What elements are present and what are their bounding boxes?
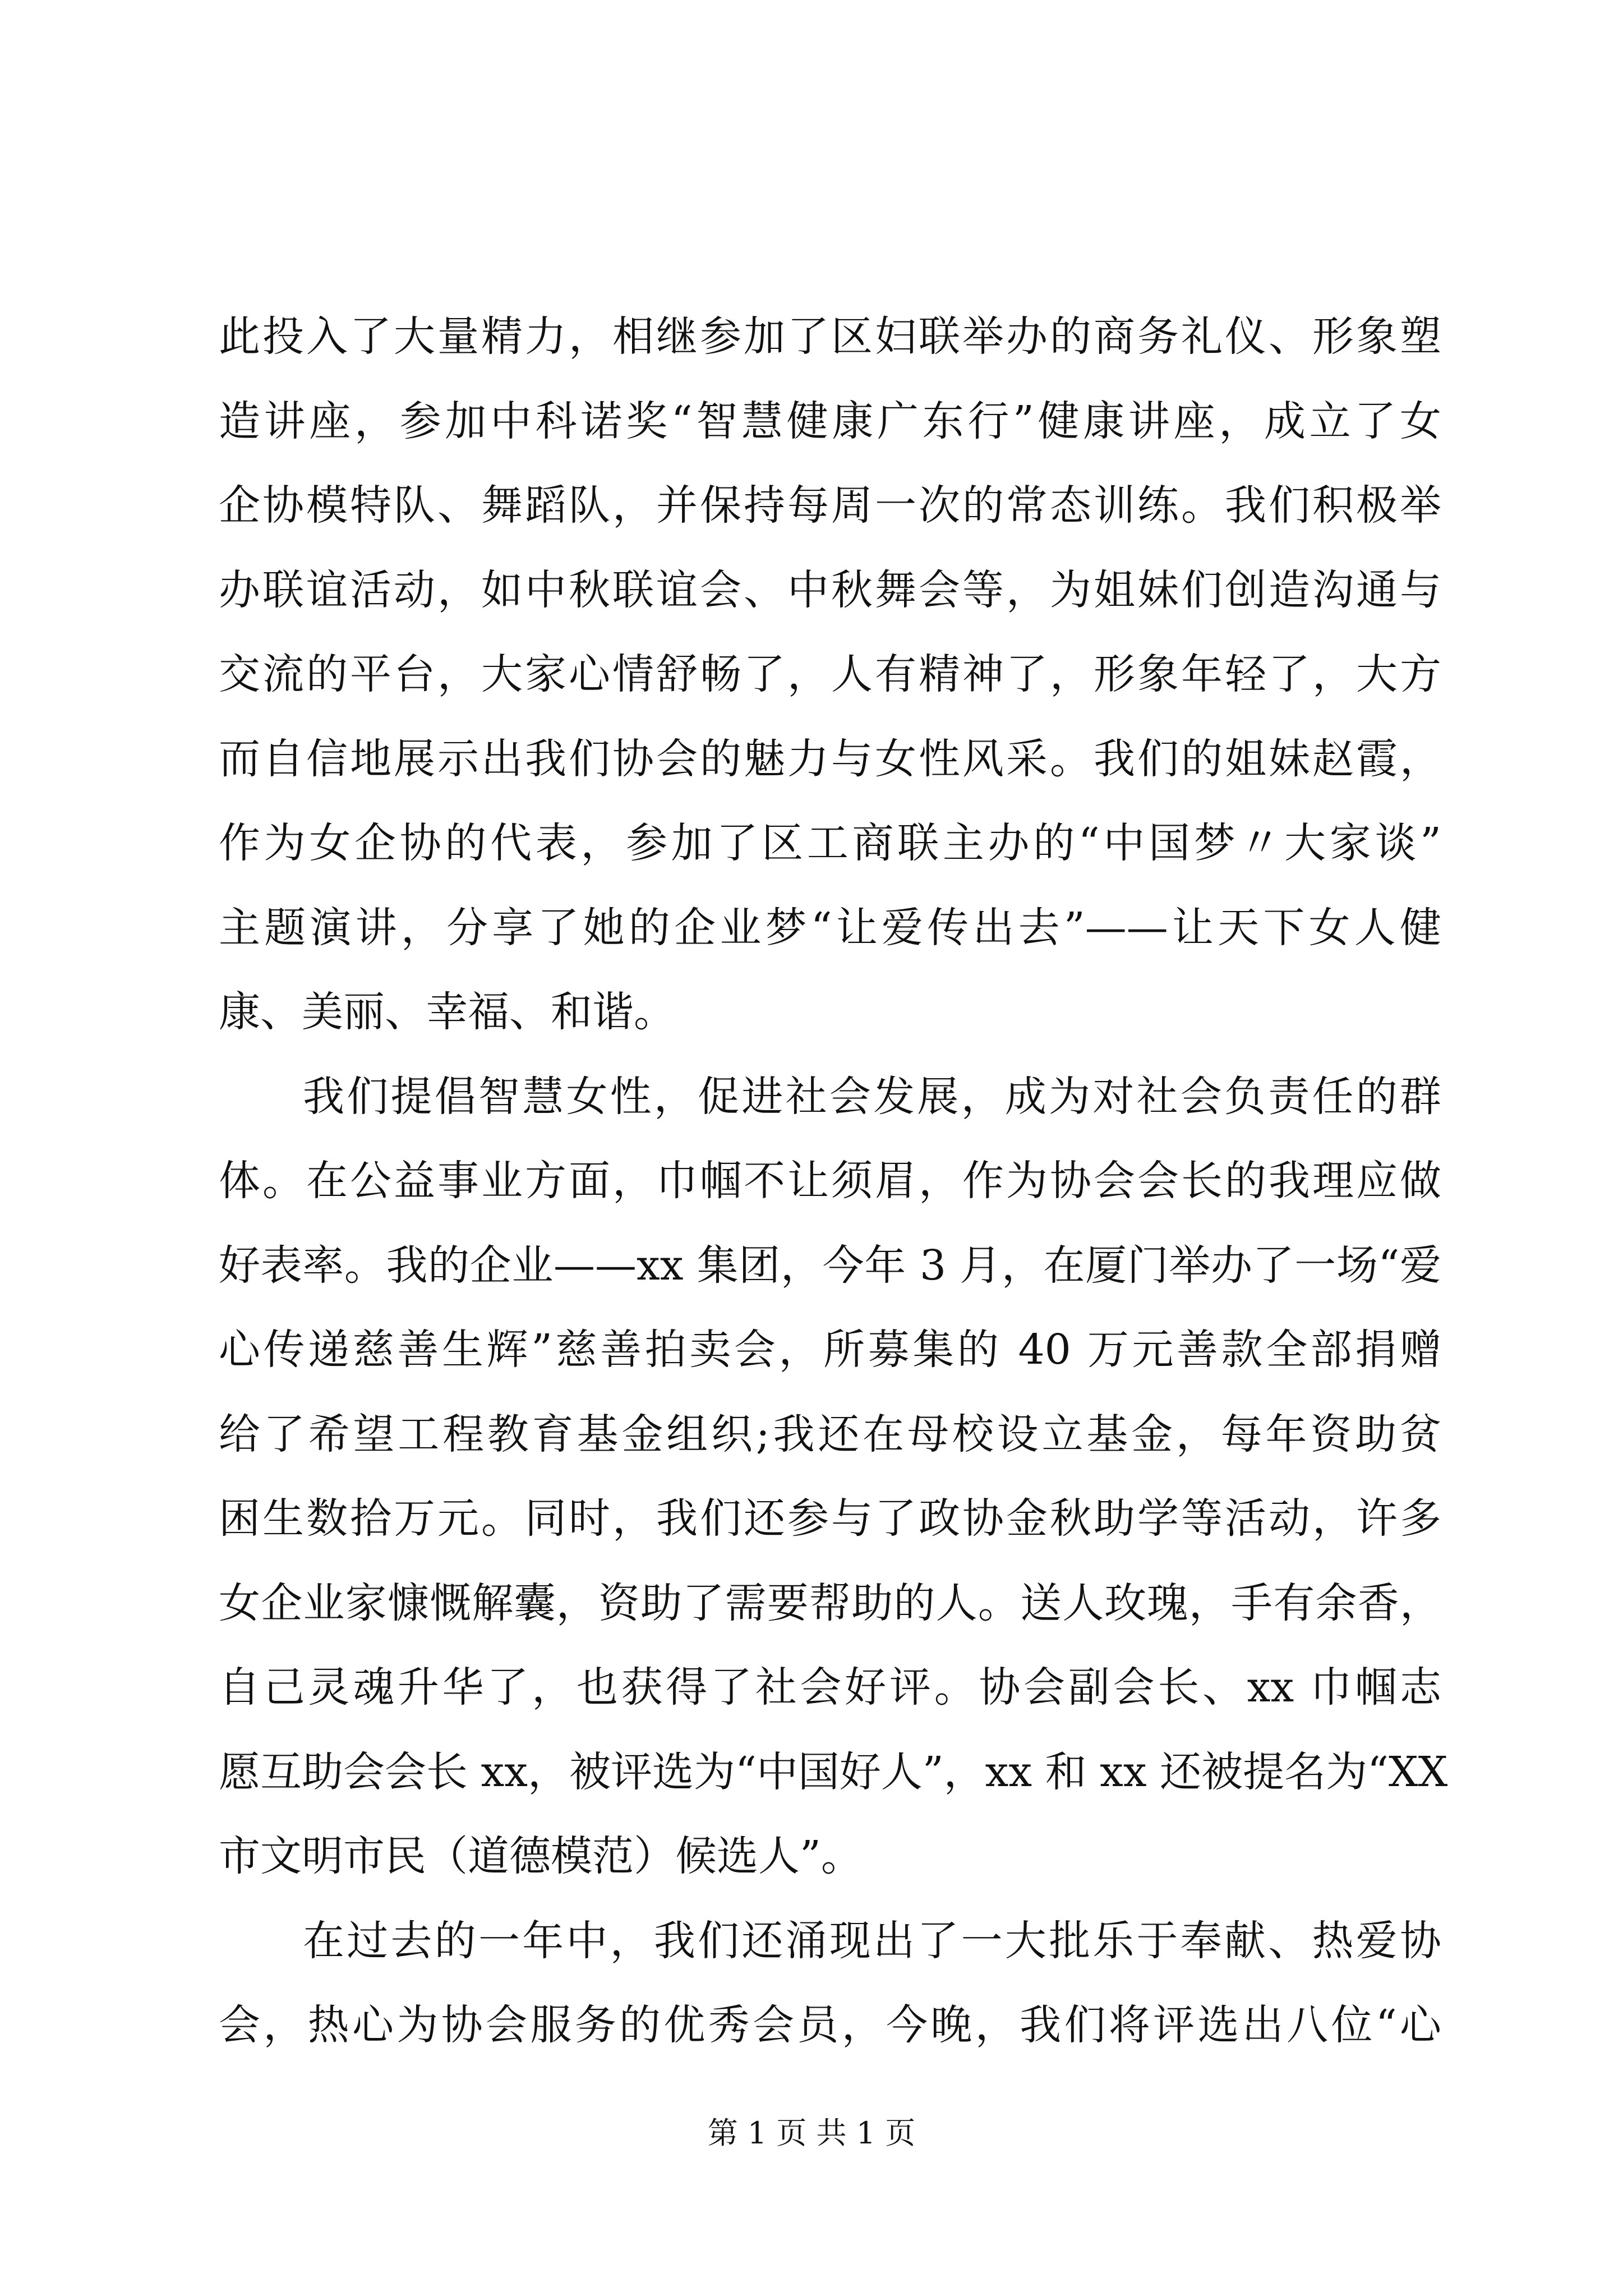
- text-line: 心传递慈善生辉”慈善拍卖会，所募集的 40 万元善款全部捐赠: [219, 1326, 1441, 1374]
- text-line: 交流的平台，大家心情舒畅了，人有精神了，形象年轻了，大方: [219, 650, 1441, 698]
- text-line: 困生数拾万元。同时，我们还参与了政协金秋助学等活动，许多: [219, 1494, 1441, 1543]
- text-line: 此投入了大量精力，相继参加了区妇联举办的商务礼仪、形象塑: [219, 312, 1441, 361]
- text-line: 愿互助会会长 xx，被评选为“中国好人”，xx 和 xx 还被提名为“XX: [219, 1747, 1448, 1796]
- text-line: 好表率。我的企业——xx 集团，今年 3 月，在厦门举办了一场“爱: [219, 1241, 1441, 1290]
- text-line: 我们提倡智慧女性，促进社会发展，成为对社会负责任的群: [303, 1072, 1441, 1121]
- page-footer: [0, 2109, 1623, 2152]
- text-line: 给了希望工程教育基金组织;我还在母校设立基金，每年资助贫: [219, 1410, 1441, 1458]
- text-line: 主题演讲，分享了她的企业梦“让爱传出去”——让天下女人健: [219, 903, 1441, 952]
- body-text: [219, 295, 1448, 2068]
- text-line: 自己灵魂升华了，也获得了社会好评。协会副会长、xx 巾帼志: [219, 1663, 1441, 1711]
- text-line: 会，热心为协会服务的优秀会员，今晚，我们将评选出八位“心: [219, 2001, 1441, 2049]
- text-line: 康、美丽、幸福、和谐。: [219, 988, 675, 1036]
- text-line: 办联谊活动，如中秋联谊会、中秋舞会等，为姐妹们创造沟通与: [219, 565, 1441, 614]
- text-line: 企协模特队、舞蹈队，并保持每周一次的常态训练。我们积极举: [219, 481, 1441, 530]
- text-line: 造讲座，参加中科诺奖“智慧健康广东行”健康讲座，成立了女: [219, 397, 1441, 445]
- text-line: 在过去的一年中，我们还涌现出了一大批乐于奉献、热爱协: [303, 1916, 1441, 1965]
- text-line: 女企业家慷慨解囊，资助了需要帮助的人。送人玫瑰，手有余香，: [219, 1579, 1441, 1627]
- text-line: 体。在公益事业方面，巾帼不让须眉，作为协会会长的我理应做: [219, 1157, 1441, 1205]
- text-line: 市文明市民（道德模范）候选人”。: [219, 1832, 863, 1880]
- page-number-label: 第 1 页 共 1 页: [707, 2115, 916, 2151]
- text-line: 作为女企协的代表，参加了区工商联主办的“中国梦〃大家谈”: [219, 819, 1441, 867]
- text-line: 而自信地展示出我们协会的魅力与女性风采。我们的姐妹赵霞，: [219, 734, 1441, 783]
